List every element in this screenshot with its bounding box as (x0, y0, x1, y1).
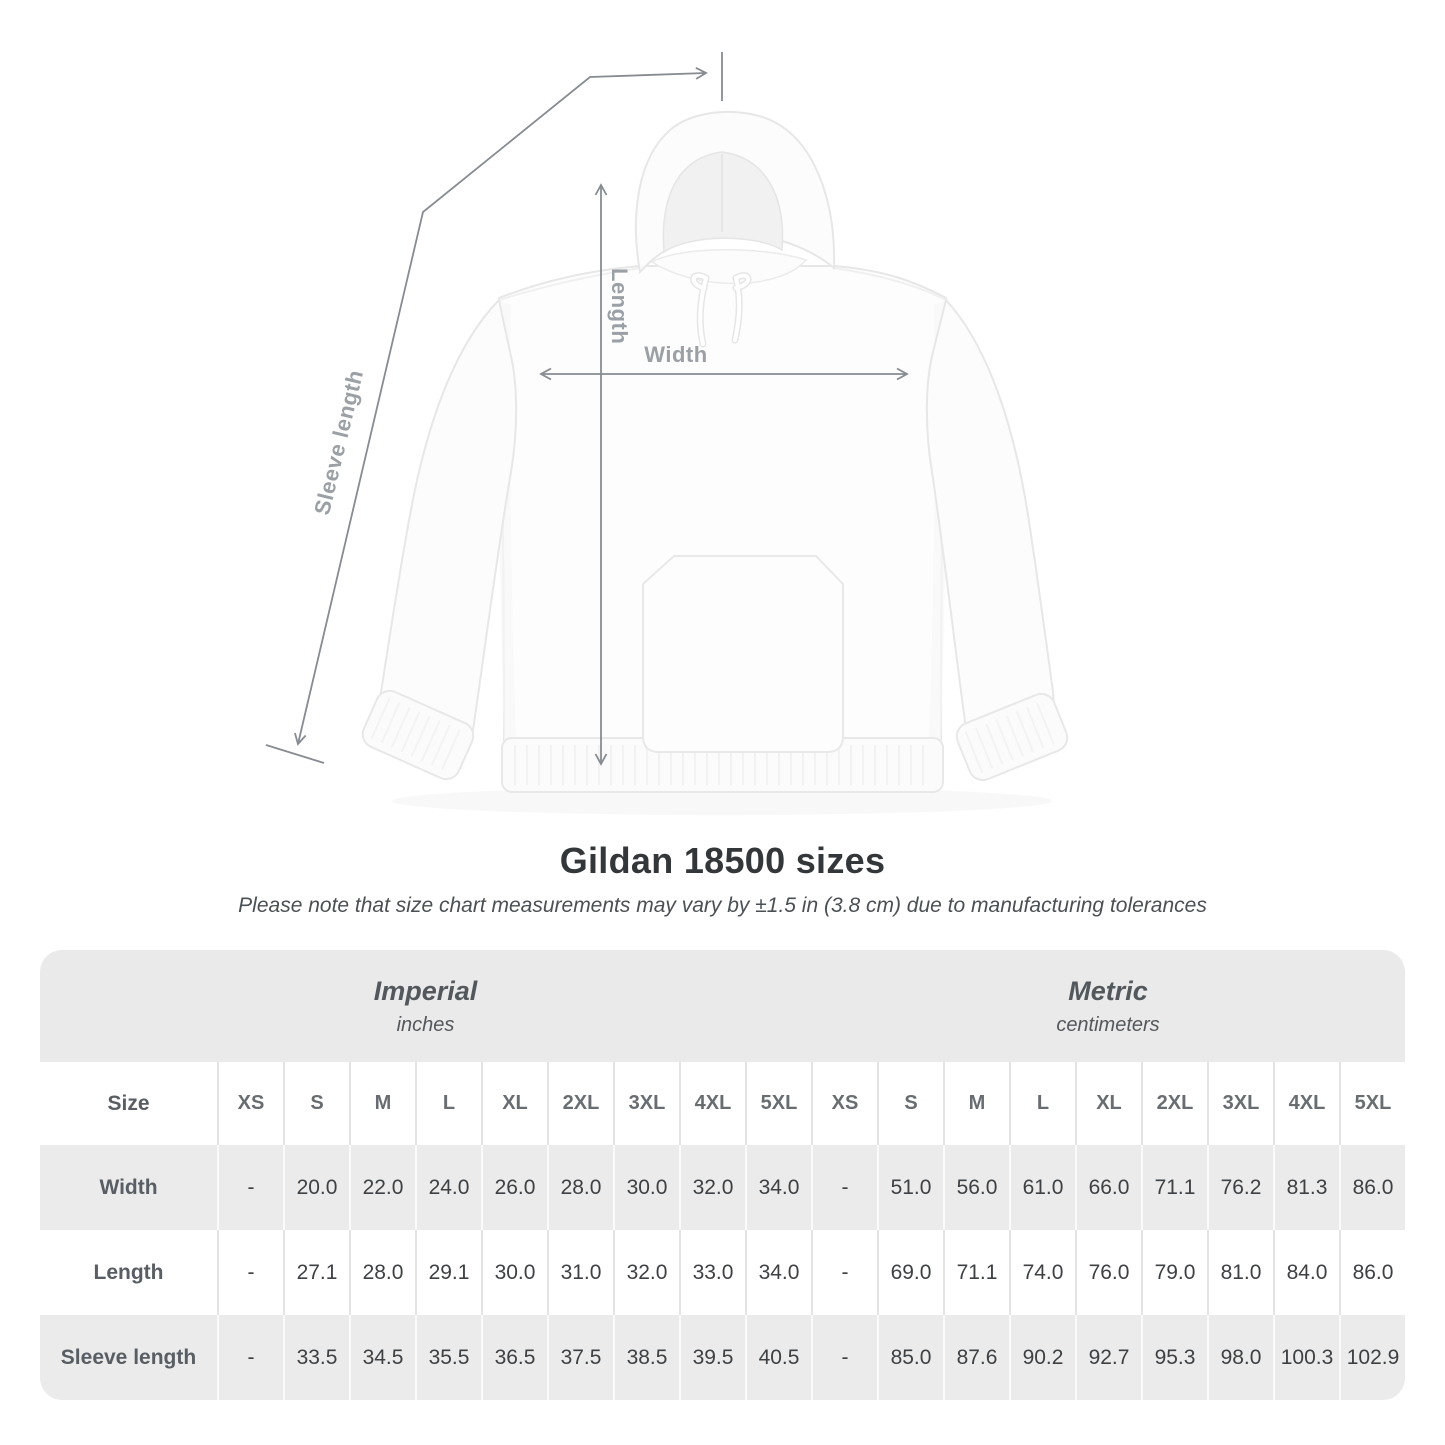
size-header-imperial-4xl: 4XL (679, 1062, 745, 1145)
row-label-length: Length (40, 1230, 217, 1315)
imperial-value-cell: 30.0 (613, 1145, 679, 1230)
metric-value-cell: 95.3 (1141, 1315, 1207, 1400)
size-header-metric-m: M (943, 1062, 1009, 1145)
metric-value-cell: 79.0 (1141, 1230, 1207, 1315)
size-header-metric-l: L (1009, 1062, 1075, 1145)
size-header-imperial-3xl: 3XL (613, 1062, 679, 1145)
imperial-value-cell: 37.5 (547, 1315, 613, 1400)
kangaroo-pocket (643, 556, 843, 752)
size-header-imperial-s: S (283, 1062, 349, 1145)
imperial-value-cell: 28.0 (349, 1230, 415, 1315)
imperial-value-cell: 26.0 (481, 1145, 547, 1230)
imperial-value-cell: 34.5 (349, 1315, 415, 1400)
width-label: Width (644, 342, 708, 367)
metric-value-cell: 100.3 (1273, 1315, 1339, 1400)
imperial-subtitle: inches (396, 1013, 455, 1036)
size-header-imperial-m: M (349, 1062, 415, 1145)
imperial-value-cell: 34.0 (745, 1145, 811, 1230)
metric-value-cell: - (811, 1145, 877, 1230)
imperial-value-cell: 20.0 (283, 1145, 349, 1230)
metric-value-cell: 102.9 (1339, 1315, 1405, 1400)
metric-value-cell: 56.0 (943, 1145, 1009, 1230)
size-header-imperial-xs: XS (217, 1062, 283, 1145)
imperial-value-cell: 39.5 (679, 1315, 745, 1400)
imperial-value-cell: 36.5 (481, 1315, 547, 1400)
imperial-value-cell: 31.0 (547, 1230, 613, 1315)
metric-value-cell: 76.2 (1207, 1145, 1273, 1230)
size-header-imperial-xl: XL (481, 1062, 547, 1145)
size-column-label: Size (40, 1062, 217, 1145)
page-title: Gildan 18500 sizes (559, 840, 886, 881)
metric-value-cell: 85.0 (877, 1315, 943, 1400)
length-label: Length (607, 268, 632, 345)
metric-value-cell: 51.0 (877, 1145, 943, 1230)
metric-value-cell: 61.0 (1009, 1145, 1075, 1230)
size-header-imperial-5xl: 5XL (745, 1062, 811, 1145)
imperial-value-cell: 32.0 (679, 1145, 745, 1230)
metric-value-cell: 92.7 (1075, 1315, 1141, 1400)
imperial-value-cell: 34.0 (745, 1230, 811, 1315)
metric-value-cell: 86.0 (1339, 1230, 1405, 1315)
imperial-value-cell: 22.0 (349, 1145, 415, 1230)
metric-value-cell: 76.0 (1075, 1230, 1141, 1315)
imperial-value-cell: 33.0 (679, 1230, 745, 1315)
imperial-value-cell: 38.5 (613, 1315, 679, 1400)
metric-value-cell: 81.3 (1273, 1145, 1339, 1230)
imperial-value-cell: 27.1 (283, 1230, 349, 1315)
imperial-value-cell: 30.0 (481, 1230, 547, 1315)
size-header-metric-xl: XL (1075, 1062, 1141, 1145)
right-sleeve (927, 300, 1054, 745)
metric-subtitle: centimeters (1056, 1013, 1160, 1036)
imperial-value-cell: - (217, 1145, 283, 1230)
imperial-value-cell: 40.5 (745, 1315, 811, 1400)
tolerance-note: Please note that size chart measurements may vary by ±1.5 in (3.8 cm) due to manufacturing tolerances (238, 894, 1207, 917)
metric-value-cell: 74.0 (1009, 1230, 1075, 1315)
size-header-imperial-l: L (415, 1062, 481, 1145)
sleeve-length-label: Sleeve length (309, 367, 369, 518)
metric-value-cell: 66.0 (1075, 1145, 1141, 1230)
metric-value-cell: - (811, 1315, 877, 1400)
metric-value-cell: 71.1 (943, 1230, 1009, 1315)
metric-value-cell: 87.6 (943, 1315, 1009, 1400)
imperial-value-cell: 32.0 (613, 1230, 679, 1315)
imperial-value-cell: - (217, 1230, 283, 1315)
size-header-metric-xs: XS (811, 1062, 877, 1145)
metric-value-cell: 98.0 (1207, 1315, 1273, 1400)
imperial-unit-header (40, 950, 811, 1062)
size-header-metric-s: S (877, 1062, 943, 1145)
metric-value-cell: 71.1 (1141, 1145, 1207, 1230)
title-block (0, 840, 1445, 918)
hoodie-illustration (358, 112, 1071, 815)
metric-unit-header (811, 950, 1405, 1062)
size-header-metric-5xl: 5XL (1339, 1062, 1405, 1145)
metric-title: Metric (1068, 975, 1148, 1006)
size-header-imperial-2xl: 2XL (547, 1062, 613, 1145)
imperial-value-cell: 33.5 (283, 1315, 349, 1400)
size-chart-grid (40, 1062, 1405, 1400)
metric-value-cell: 81.0 (1207, 1230, 1273, 1315)
size-chart-table (40, 950, 1405, 1400)
row-label-width: Width (40, 1145, 217, 1230)
size-header-metric-3xl: 3XL (1207, 1062, 1273, 1145)
imperial-value-cell: 28.0 (547, 1145, 613, 1230)
imperial-value-cell: 24.0 (415, 1145, 481, 1230)
imperial-value-cell: - (217, 1315, 283, 1400)
metric-value-cell: 90.2 (1009, 1315, 1075, 1400)
imperial-title: Imperial (373, 975, 478, 1006)
metric-value-cell: - (811, 1230, 877, 1315)
metric-value-cell: 84.0 (1273, 1230, 1339, 1315)
row-label-sleeve-length: Sleeve length (40, 1315, 217, 1400)
size-header-metric-4xl: 4XL (1273, 1062, 1339, 1145)
left-sleeve (381, 300, 517, 746)
unit-header-row (40, 950, 1405, 1062)
metric-value-cell: 69.0 (877, 1230, 943, 1315)
size-header-metric-2xl: 2XL (1141, 1062, 1207, 1145)
imperial-value-cell: 29.1 (415, 1230, 481, 1315)
imperial-value-cell: 35.5 (415, 1315, 481, 1400)
metric-value-cell: 86.0 (1339, 1145, 1405, 1230)
